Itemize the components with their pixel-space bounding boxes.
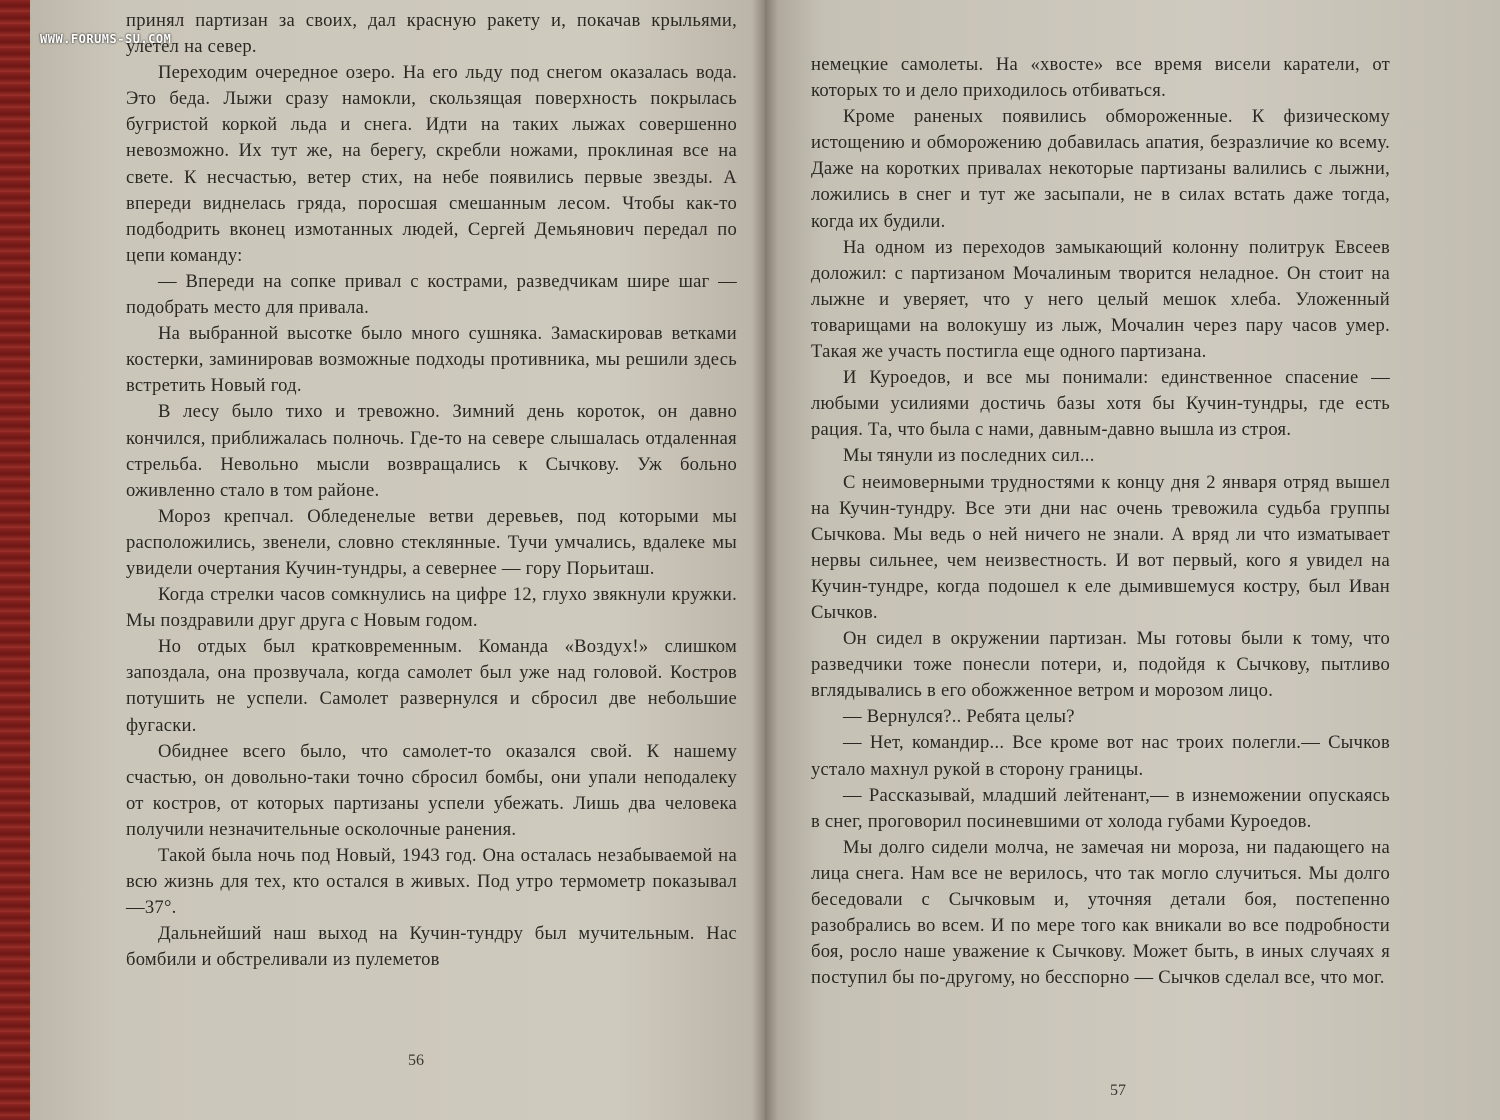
- left-page-text: [126, 8, 737, 973]
- book-gutter: [752, 0, 778, 1120]
- paragraph: — Нет, командир... Все кроме вот нас троих полегли.— Сычков устало махнул рукой в сторону границы.: [811, 732, 1390, 780]
- paragraph: — Рассказывай, младший лейтенант,— в изнеможении опускаясь в снег, проговорил посиневшими от холода губами Куроедов.: [811, 784, 1390, 832]
- paragraph: На одном из переходов замыкающий колонну политрук Евсеев доложил: с партизаном Мочалиным творится неладное. Он стоит на лыжне и уверяет, что у него целый мешок хлеба. Уложенный товарищами на волокушу из лыж, Мочалин через пару часов умер. Такая же участь постигла еще одного партизана.: [811, 236, 1390, 363]
- right-page-text: [811, 52, 1390, 991]
- paragraph: Когда стрелки часов сомкнулись на цифре 12, глухо звякнули кружки. Мы поздравили друг друга с Новым годом.: [126, 584, 737, 632]
- paragraph: — Впереди на сопке привал с кострами, разведчикам шире шаг — подобрать место для привала.: [126, 270, 737, 319]
- paragraph: принял партизан за своих, дал красную ракету и, покачав крыльями, улетел на север.: [126, 10, 737, 58]
- page-number: 57: [1110, 1082, 1126, 1099]
- paragraph: Мы долго сидели молча, не замечая ни мороза, ни падающего на лица снега. Нам все не верилось, что так могло случиться. Мы долго беседовали с Сычковым и, уточняя детали боя, постепенно разобрались во всем. И по мере того как вникали во все подробности боя, росло наше уважение к Сычкову. Может быть, в иных случаях я поступил бы по-другому, но бесспорно — Сычков сделал все, что мог.: [811, 836, 1390, 989]
- paragraph: В лесу было тихо и тревожно. Зимний день короток, он давно кончился, приближалась полночь. Где-то на севере слышалась отдаленная стрельба. Невольно мысли возвращались к Сычкову. Уж больно оживленно стало в том районе.: [126, 401, 737, 501]
- paragraph: И Куроедов, и все мы понимали: единственное спасение — любыми усилиями достичь базы хотя бы Кучин-тундры, где есть рация. Та, что была с нами, давным-давно вышла из строя.: [811, 367, 1390, 441]
- paragraph: С неимоверными трудностями к концу дня 2 января отряд вышел на Кучин-тундру. Все эти дни нас очень тревожила судьба группы Сычкова. Мы ведь о ней ничего не знали. А вряд ли что изматывает нервы сильнее, чем неизвестность. И вот первый, кого я увидел на Кучин-тундре, когда подошел к еле дымившемуся костру, был Иван Сычков.: [811, 471, 1390, 623]
- paragraph: Обиднее всего было, что самолет-то оказался свой. К нашему счастью, он довольно-таки точно сбросил бомбы, они упали неподалеку от костров, от которых партизаны успели убежать. Лишь два человека получили незначительные осколочные ранения.: [126, 740, 737, 840]
- paragraph: Мороз крепчал. Обледенелые ветви деревьев, под которыми мы расположились, звенели, словно стеклянные. Тучи умчались, вдалеке мы увидели очертания Кучин-тундры, а севернее — гору Порьиташ.: [126, 505, 737, 579]
- paragraph: Такой была ночь под Новый, 1943 год. Она осталась незабываемой на всю жизнь для тех, кто остался в живых. Под утро термометр показывал —37°.: [126, 845, 737, 919]
- page-number: 56: [408, 1052, 424, 1069]
- paragraph: — Вернулся?.. Ребята целы?: [843, 706, 1075, 728]
- paragraph: На выбранной высотке было много сушняка. Замаскировав ветками костерки, заминировав возможные подходы противника, мы решили здесь встретить Новый год.: [126, 323, 737, 397]
- paragraph: Мы тянули из последних сил...: [843, 445, 1095, 467]
- paragraph: Он сидел в окружении партизан. Мы готовы были к тому, что разведчики тоже понесли потери, и, подойдя к Сычкову, пытливо вглядывались в его обожженное ветром и морозом лицо.: [811, 628, 1390, 702]
- left-page: [30, 0, 765, 1120]
- paragraph: немецкие самолеты. На «хвосте» все время висели каратели, от которых то и дело приходилось отбиваться.: [811, 54, 1390, 102]
- watermark: WWW.FORUMS-SU.COM: [40, 32, 172, 46]
- paragraph: Дальнейший наш выход на Кучин-тундру был мучительным. Нас бомбили и обстреливали из пулеметов: [126, 923, 737, 971]
- paragraph: Но отдых был кратковременным. Команда «Воздух!» слишком запоздала, она прозвучала, когда самолет был уже над головой. Костров потушить не успели. Самолет развернулся и сбросил две небольшие фугаски.: [126, 636, 737, 736]
- paragraph: Переходим очередное озеро. На его льду под снегом оказалась вода. Это беда. Лыжи сразу намокли, скользящая поверхность покрылась бугристой коркой льда и снега. Идти на таких лыжах совершенно невозможно. Их тут же, на берегу, скребли ножами, проклиная все на свете. К несчастью, ветер стих, на небе появились первые звезды. А впереди виднелась гряда, поросшая смешанным лесом. Чтобы как-то подбодрить вконец измотанных людей, Сергей Демьянович передал по цепи команду:: [126, 62, 737, 266]
- paragraph: Кроме раненых появились обмороженные. К физическому истощению и обморожению добавилась апатия, безразличие ко всему. Даже на коротких привалах некоторые партизаны валились с лыжни, ложились в снег и тут же засыпали, не в силах встать даже тогда, когда их будили.: [811, 106, 1390, 232]
- right-page: [765, 0, 1500, 1120]
